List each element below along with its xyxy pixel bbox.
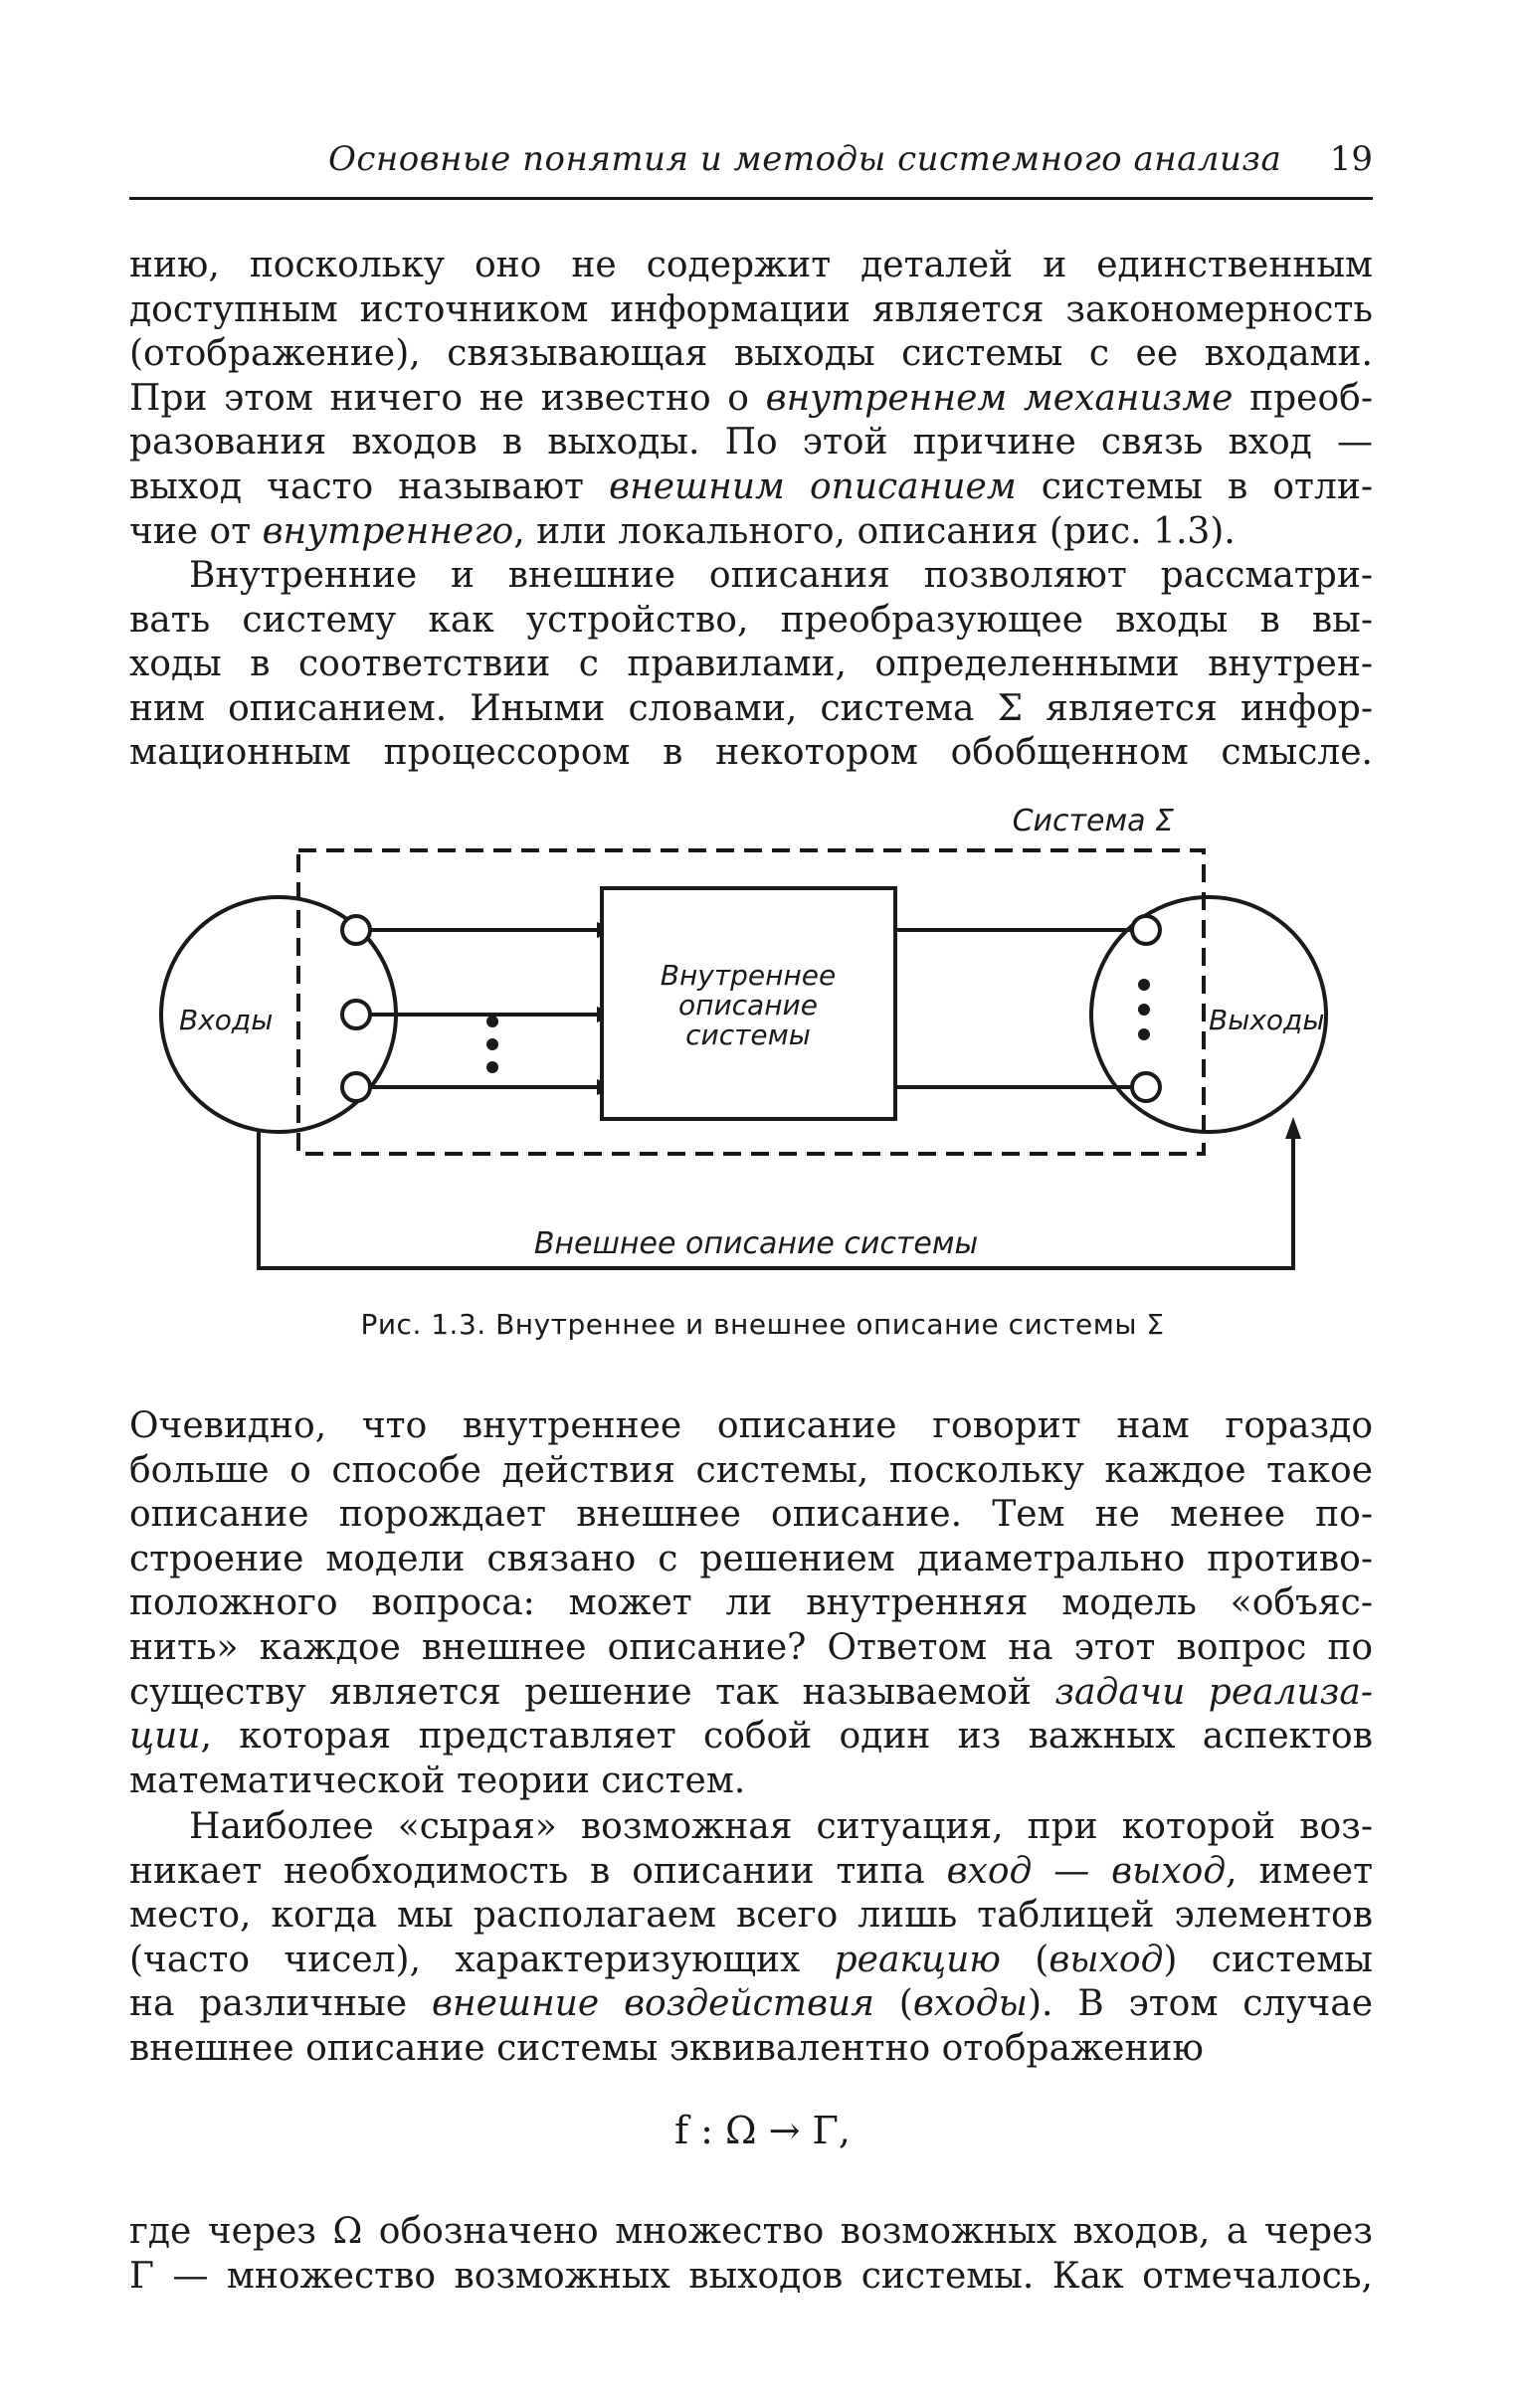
text-line: на различные внешние воздействия (входы). В этом случае [129,1983,1374,2025]
text-line: доступным источником информации является закономерность [129,288,1373,330]
output-node [1132,916,1160,944]
text-line: нию, поскольку оно не содержит деталей и единственным [129,245,1373,285]
text-line: мационным процессором в некотором обобщенном смысле. [129,732,1373,774]
emphasis: ции [129,1716,201,1758]
text-line: При этом ничего не известно о внутреннем механизме преоб- [129,377,1373,419]
paragraph-3 [129,1404,1373,1803]
paragraph-4 [129,1805,1373,2072]
paragraph-1 [129,244,1373,554]
text-line: выход часто называют внешним описанием системы в отли- [129,465,1374,507]
output-node [1132,1073,1160,1101]
outputs-label: Выходы [1209,1004,1325,1036]
paragraph-5 [129,2210,1373,2299]
text-line: чие от внутреннего, или локального, описания (рис. 1.3). [129,510,1236,552]
text-line: (отображение), связывающая выходы системы с ее входами. [129,333,1373,375]
formula: f : Ω → Γ, [674,2109,851,2152]
emphasis: входы [912,1983,1028,2025]
internal-label-line: описание [678,989,818,1021]
text-line: разования входов в выходы. По этой причине связь вход — [129,422,1373,463]
text-line: Γ — множество возможных выходов системы. Как отмечалось, [129,2255,1373,2297]
emphasis: внешние воздействия [431,1983,874,2025]
emphasis: реакцию [834,1939,1001,1980]
figure-caption: Рис. 1.3. Внутреннее и внешнее описание системы Σ [360,1308,1165,1341]
text-line: (часто чисел), характеризующих реакцию (выход) системы [129,1939,1373,1980]
text-line: положного вопроса: может ли внутренняя модель «объяс- [129,1582,1373,1624]
text-line: место, когда мы располагаем всего лишь таблицей элементов [129,1895,1373,1937]
text-line: никает необходимость в описании типа вход — выход, имеет [129,1850,1373,1892]
figure-system-diagram [159,801,1353,1288]
external-label: Внешнее описание системы [533,1226,979,1261]
inputs-label: Входы [179,1004,274,1036]
text-line: вать систему как устройство, преобразующее входы в вы- [129,599,1373,641]
text-line: где через Ω обозначено множество возможных входов, а через [129,2211,1373,2252]
paragraph-2 [129,554,1373,776]
emphasis: задачи реализа- [1054,1671,1373,1713]
emphasis: внутреннего [262,510,514,552]
page-number: 19 [1329,139,1373,179]
ellipsis-dot [1138,1028,1150,1040]
emphasis: внутреннем механизме [765,377,1234,419]
text-line: ним описанием. Иными словами, система Σ является инфор- [129,687,1373,729]
emphasis: выход [1048,1939,1164,1980]
text-line: ции, которая представляет собой один из важных аспектов [129,1716,1373,1758]
text-line: существу является решение так называемой задачи реализа- [129,1671,1373,1713]
running-header [129,139,1373,189]
system-label: Система Σ [1012,804,1174,838]
text-line: Наиболее «сырая» возможная ситуация, при которой воз- [189,1806,1373,1847]
emphasis: внешним описанием [609,465,1017,507]
text-line: описание порождает внешнее описание. Тем не менее по- [129,1494,1373,1536]
text-line: Очевидно, что внутреннее описание говорит нам гораздо [129,1405,1373,1446]
ellipsis-dot [486,1061,498,1073]
input-node [342,916,370,944]
input-node [342,1073,370,1101]
system-diagram [159,801,1353,1288]
text-line: математической теории систем. [129,1760,746,1801]
input-node [342,1001,370,1028]
ellipsis-dot [486,1016,498,1027]
text-line: больше о способе действия системы, поскольку каждое такое [129,1449,1373,1491]
text-line: Внутренние и внешние описания позволяют рассматри- [189,555,1373,596]
internal-label-line: системы [685,1019,811,1051]
emphasis: вход — выход [946,1850,1227,1892]
ellipsis-dot [1138,1004,1150,1016]
internal-label-line: Внутреннее [660,959,837,992]
header-rule [129,197,1373,200]
text-line: внешнее описание системы эквивалентно отображению [129,2027,1204,2069]
feedback-arrowhead [1285,1117,1301,1139]
text-line: ходы в соответствии с правилами, определенными внутрен- [129,644,1373,685]
text-line: строение модели связано с решением диаметрально противо- [129,1538,1373,1579]
running-title: Основные понятия и методы системного анализа [328,139,1282,179]
ellipsis-dot [486,1038,498,1050]
text-line: нить» каждое внешнее описание? Ответом на этот вопрос по [129,1626,1373,1668]
ellipsis-dot [1138,979,1150,991]
